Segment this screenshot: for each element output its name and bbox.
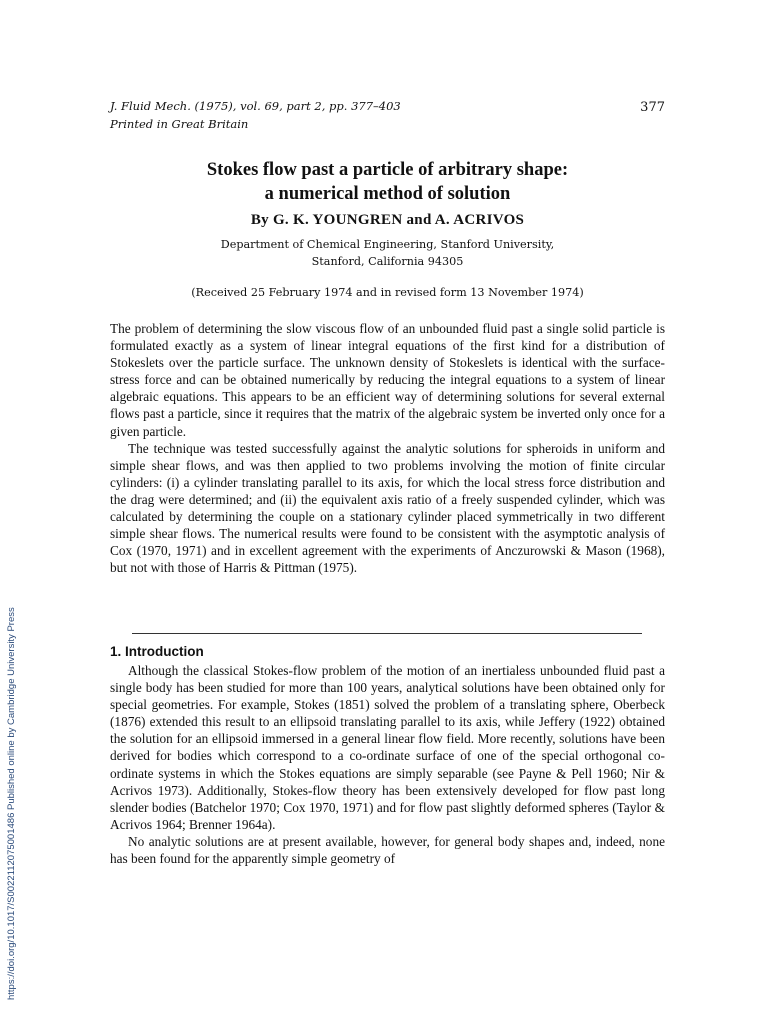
paper-title (110, 158, 665, 206)
affiliation (110, 237, 665, 271)
affiliation-line-1: Department of Chemical Engineering, Stanford University, (220, 238, 555, 251)
affiliation-line-2: Stanford, California 94305 (311, 254, 464, 268)
intro-paragraph-1: Although the classical Stokes-flow problem of the motion of an inertialess unbounded fluid past a single body has been studied for more than 100 years, analytical solutions have been obtained only for special geometries. For example, Stokes (1851) solved the problem of a translating sphere, Oberbeck (1876) extended this result to an ellipsoid translating parallel to its axis, while Jeffery (1922) obtained the solution for an ellipsoid immersed in a general linear flow field. More recently, solutions have been derived for bodies which correspond to a co-ordinate surface of one of the special orthogonal co-ordinate systems in which the Stokes equations are simply separable (see Payne & Pell 1960; Nir & Acrivos 1973). Additionally, Stokes-flow theory has been extensively developed for flow past long slender bodies (Batchelor 1970; Cox 1970, 1971) and for flow past slightly deformed spheres (Taylor & Acrivos 1964; Brenner 1964a). (110, 663, 665, 832)
page-number: 377 (640, 100, 665, 115)
received-date: (Received 25 February 1974 and in revised form 13 November 1974) (191, 286, 584, 299)
introduction-body (110, 662, 665, 867)
journal-citation: J. Fluid Mech. (1975), vol. 69, part 2, pp. 377–403 (110, 99, 401, 113)
printed-in: Printed in Great Britain (110, 116, 249, 131)
title-line-2: a numerical method of solution (264, 184, 511, 205)
separator-rule (132, 633, 642, 634)
authors: By G. K. YOUNGREN and A. ACRIVOS (250, 212, 525, 228)
title-line-1: Stokes flow past a particle of arbitrary shape: (206, 160, 569, 180)
abstract-paragraph-1: The problem of determining the slow viscous flow of an unbounded fluid past a single solid particle is formulated exactly as a system of linear integral equations of the first kind for a distribution of Stokeslets over the particle surface. The unknown density of Stokeslets is identical with the surface-stress force and can be obtained numerically by reducing the integral equations to a system of linear algebraic equations. This appears to be an efficient way of determining solutions for several external flows past a particle, since it requires that the matrix of the algebraic system be inverted only once for a given particle. (110, 321, 665, 439)
running-header (110, 98, 665, 134)
abstract (110, 320, 665, 576)
intro-paragraph-2: No analytic solutions are at present available, however, for general body shapes and, indeed, none has been found for the apparently simple geometry of (110, 833, 665, 867)
abstract-paragraph-2: The technique was tested successfully against the analytic solutions for spheroids in uniform and simple shear flows, and was then applied to two problems involving the motion of finite circular cylinders: (i) a cylinder translating parallel to its axis, for which the local stress force distribution and the drag were determined; and (ii) the equivalent axis ratio of a freely suspended cylinder, which was calculated by determining the couple on a stationary cylinder placed symmetrically in two different simple shear flows. The numerical results were found to be consistent with the asymptotic analysis of Cox (1970, 1971) and in excellent agreement with the experiments of Anczurowski & Mason (1968), but not with those of Harris & Pittman (1975). (110, 440, 665, 576)
doi-sidebar-link[interactable]: https://doi.org/10.1017/S0022112075001486 Published online by Cambridge University Press (6, 607, 17, 1000)
section-heading: 1. Introduction (110, 644, 204, 659)
